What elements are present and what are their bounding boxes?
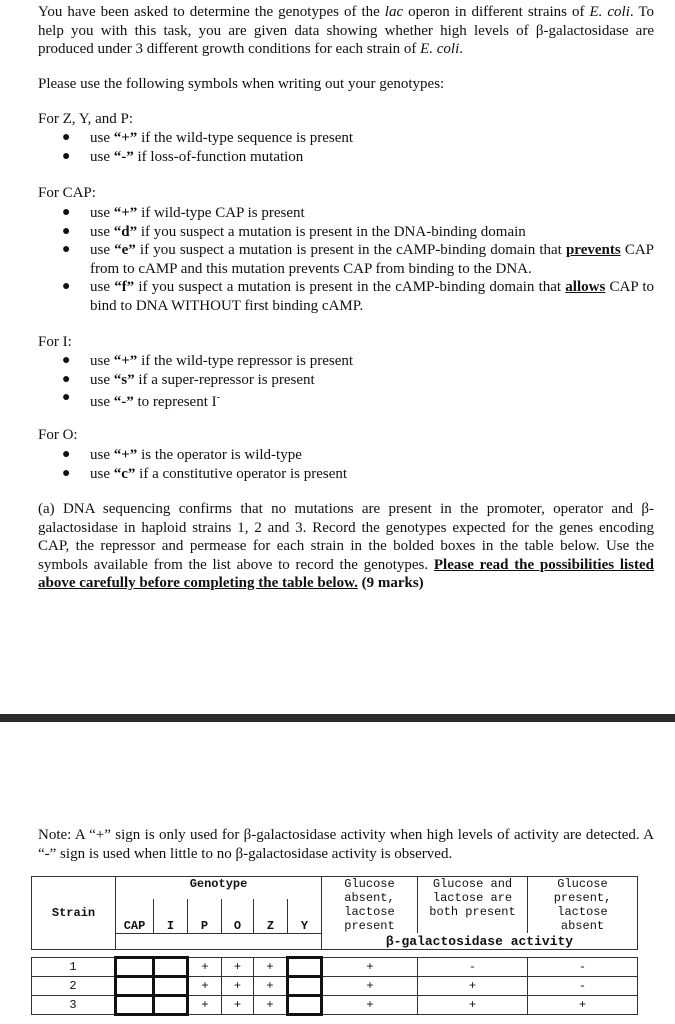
- col-y: Y: [288, 899, 322, 933]
- section-label-o: For O:: [38, 427, 78, 443]
- bullet-icon: ●: [62, 130, 71, 145]
- cap-answer-box[interactable]: [116, 996, 154, 1015]
- cap-list: [38, 204, 654, 315]
- list-item: ● use “+” if the wild-type repressor is present: [62, 353, 354, 369]
- list-item: ● use “f” if you suspect a mutation is present in the cAMP-binding domain that allows CAP to bind to DNA WITHOUT first binding cAMP.: [62, 279, 654, 314]
- list-item: ● use “+” is the operator is wild-type: [62, 447, 302, 463]
- i-list: [38, 352, 654, 412]
- cap-answer-box[interactable]: [116, 977, 154, 996]
- col-cap: CAP: [116, 899, 154, 933]
- i-answer-box[interactable]: [154, 996, 188, 1015]
- table-row: 1 + + + + - -: [32, 958, 638, 977]
- col-p: P: [188, 899, 222, 933]
- bullet-icon: ●: [62, 390, 71, 405]
- bullet-icon: ●: [62, 223, 71, 239]
- y-answer-box[interactable]: [288, 977, 322, 996]
- section-label-i: For I:: [38, 334, 72, 350]
- condition-2-header: Glucose and lactose are both present: [418, 877, 528, 934]
- bullet-icon: ●: [62, 465, 71, 481]
- activity-header: β-galactosidase activity: [322, 933, 638, 950]
- cap-answer-box[interactable]: [116, 958, 154, 977]
- genotype-table: [31, 876, 638, 1016]
- zyp-list: [38, 129, 654, 166]
- table-row: 3 + + + + + +: [32, 996, 638, 1015]
- y-answer-box[interactable]: [288, 996, 322, 1015]
- bullet-icon: ●: [62, 279, 71, 294]
- list-item: ● use “s” if a super-repressor is present: [62, 371, 315, 388]
- genotype-spacer: [116, 933, 322, 950]
- strain-header: Strain: [32, 877, 116, 950]
- list-item: ● use “c” if a constitutive operator is present: [62, 465, 348, 482]
- genotype-header: Genotype: [116, 877, 322, 899]
- bullet-icon: ●: [62, 371, 71, 387]
- condition-3-header: Glucose present, lactose absent: [528, 877, 638, 934]
- list-item: ● use “e” if you suspect a mutation is present in the cAMP-binding domain that prevents CAP from to cAMP and this mutation prevents CAP from binding to the DNA.: [62, 242, 655, 277]
- bullet-icon: ●: [62, 242, 71, 257]
- bullet-icon: ●: [62, 447, 71, 462]
- bullet-icon: ●: [62, 148, 71, 164]
- list-item: ● use “-” to represent I-: [62, 390, 220, 410]
- list-item: ● use “+” if wild-type CAP is present: [62, 205, 305, 221]
- question-a: (a) DNA sequencing confirms that no mutations are present in the promoter, operator and β-galactosidase in haploid strains 1, 2 and 3. Record the genotypes expected for the genes encoding CAP, the repressor and permease for each strain in the bolded boxes in the table below. Use the symbols available from the list above to record the genotypes. Please read the possibilities listed above carefully before completing the table below. (9 marks): [38, 501, 654, 591]
- bullet-icon: ●: [62, 205, 71, 220]
- col-z: Z: [254, 899, 288, 933]
- bullet-icon: ●: [62, 353, 71, 368]
- condition-1-header: Glucose absent, lactose present: [322, 877, 418, 934]
- i-answer-box[interactable]: [154, 958, 188, 977]
- section-divider: [0, 714, 675, 722]
- table-row: 2 + + + + + -: [32, 977, 638, 996]
- section-label-cap: For CAP:: [38, 185, 96, 201]
- section-label-zyp: For Z, Y, and P:: [38, 111, 134, 127]
- intro-paragraph: You have been asked to determine the genotypes of the lac operon in different strains of E. coli. To help you with this task, you are given data showing whether high levels of β-galactosidase are produced under 3 different growth conditions for each strain of E. coli.: [38, 4, 655, 57]
- list-item: ● use “-” if loss-of-function mutation: [62, 148, 304, 165]
- table-gap: [32, 950, 638, 958]
- col-o: O: [222, 899, 254, 933]
- note-paragraph: Note: A “+” sign is only used for β-galactosidase activity when high levels of activity are detected. A “-” sign is used when little to no β-galactosidase activity is observed.: [38, 827, 654, 862]
- list-item: ● use “d” if you suspect a mutation is present in the DNA-binding domain: [62, 223, 526, 240]
- i-answer-box[interactable]: [154, 977, 188, 996]
- col-i: I: [154, 899, 188, 933]
- y-answer-box[interactable]: [288, 958, 322, 977]
- o-list: [38, 446, 654, 483]
- list-item: ● use “+” if the wild-type sequence is present: [62, 130, 354, 146]
- symbols-instruction: Please use the following symbols when writing out your genotypes:: [38, 76, 445, 92]
